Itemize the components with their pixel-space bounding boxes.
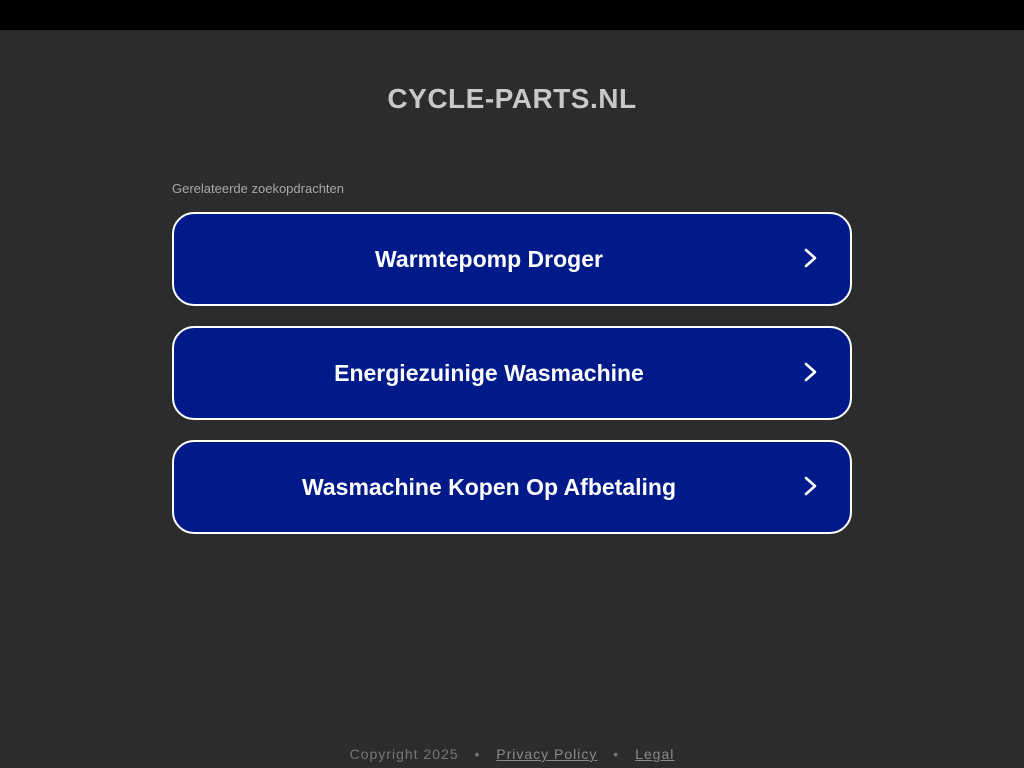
copyright-text: Copyright 2025 xyxy=(349,746,459,762)
top-bar xyxy=(0,0,1024,30)
related-searches-list xyxy=(172,212,852,554)
related-link-energiezuinige-wasmachine[interactable] xyxy=(172,326,852,420)
chevron-right-icon xyxy=(800,476,820,496)
privacy-policy-link[interactable]: Privacy Policy xyxy=(496,746,598,762)
related-link-label: Warmtepomp Droger xyxy=(375,245,603,272)
related-link-wasmachine-kopen-op-afbetaling[interactable] xyxy=(172,440,852,534)
footer-separator: • xyxy=(474,746,481,762)
chevron-right-icon xyxy=(800,248,820,268)
footer-separator: • xyxy=(613,746,620,762)
footer xyxy=(0,746,1024,762)
related-link-label: Wasmachine Kopen Op Afbetaling xyxy=(302,473,676,500)
chevron-right-icon xyxy=(800,362,820,382)
site-title: CYCLE-PARTS.NL xyxy=(387,83,637,114)
legal-link[interactable]: Legal xyxy=(635,746,675,762)
related-searches-label: Gerelateerde zoekopdrachten xyxy=(172,181,345,196)
related-link-label: Energiezuinige Wasmachine xyxy=(334,359,644,386)
related-link-warmtepomp-droger[interactable] xyxy=(172,212,852,306)
